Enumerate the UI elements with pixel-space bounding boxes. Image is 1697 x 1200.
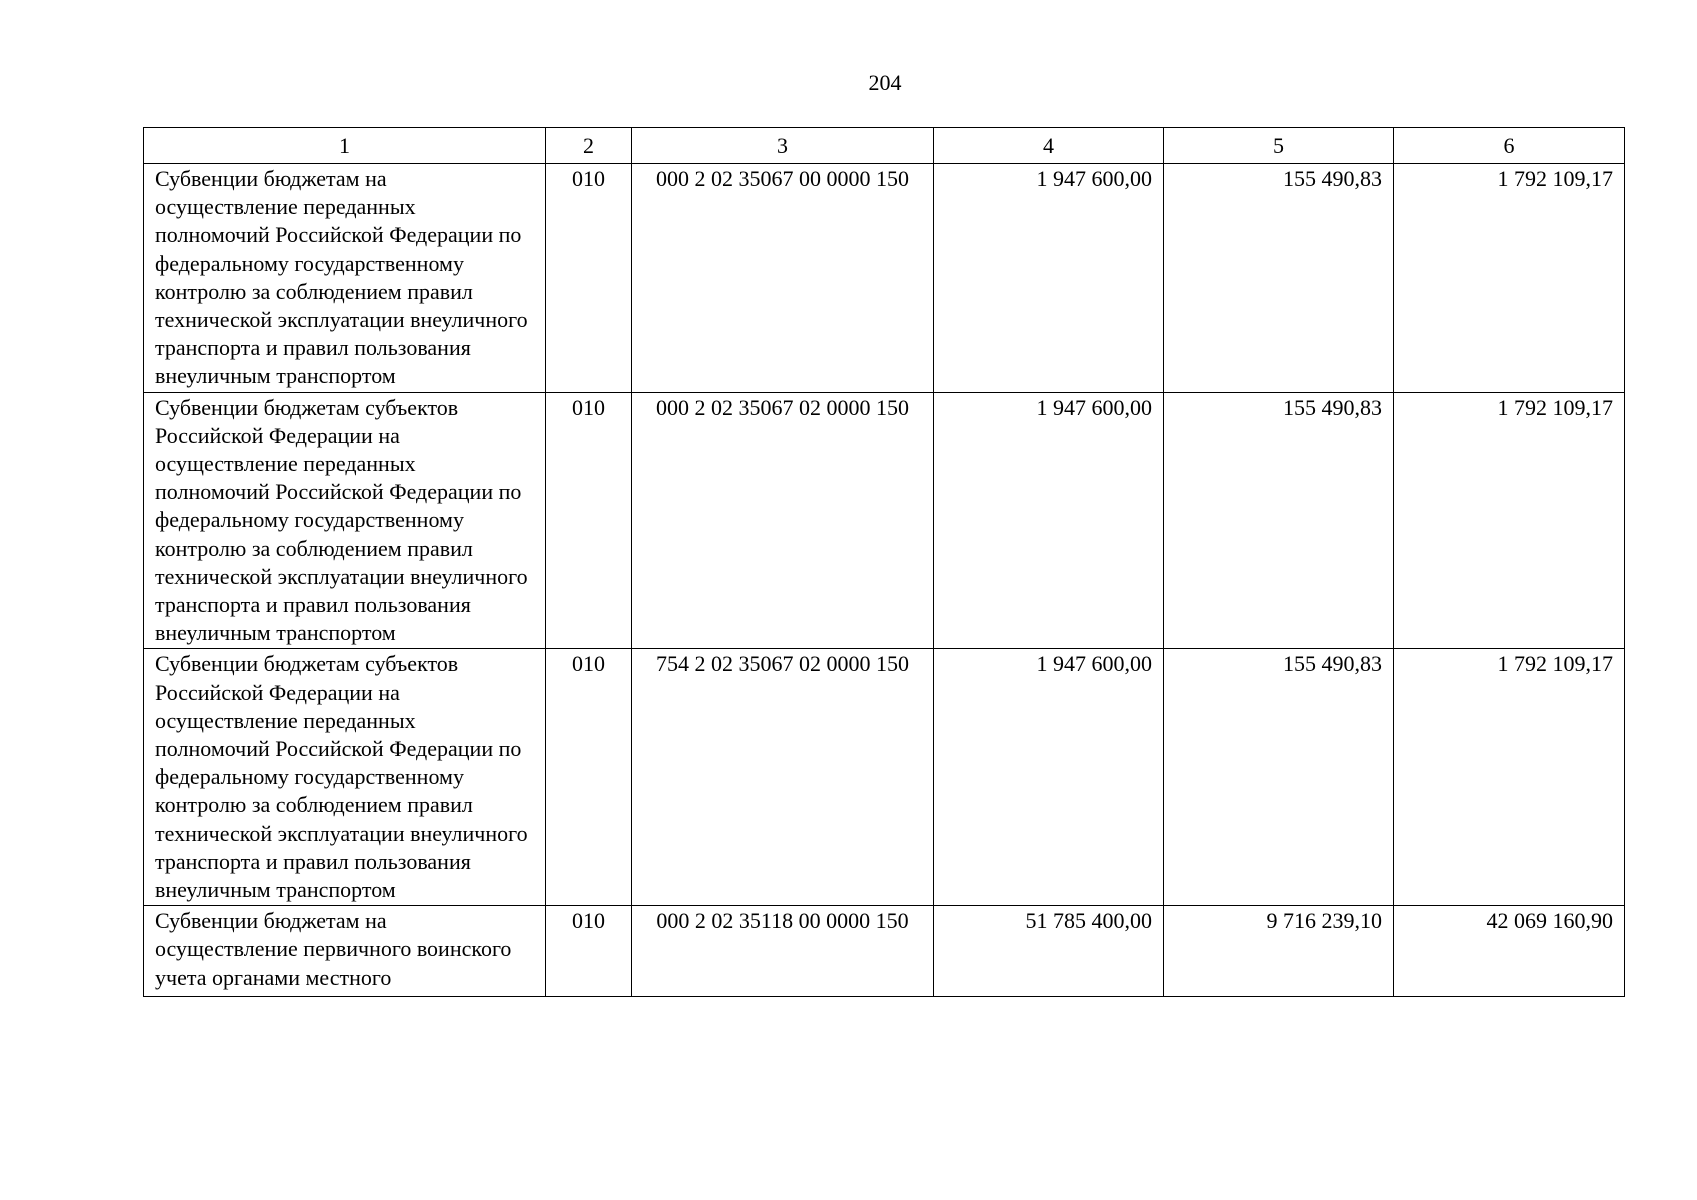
row-name-cell: Субвенции бюджетам на осуществление переданных полномочий Российской Федерации по федеральному государственному контролю за соблюдением правил технической эксплуатации внеуличного транспорта и правил пользования внеуличным транспортом xyxy=(144,164,546,393)
column-header-2: 2 xyxy=(546,128,632,164)
column-header-1: 1 xyxy=(144,128,546,164)
unexecuted-cell: 1 792 109,17 xyxy=(1394,649,1625,906)
unexecuted-cell: 1 792 109,17 xyxy=(1394,164,1625,393)
column-header-4: 4 xyxy=(934,128,1164,164)
table-row xyxy=(144,649,1625,906)
row-name-cell: Субвенции бюджетам субъектов Российской Федерации на осуществление переданных полномочий Российской Федерации по федеральному государственному контролю за соблюдением правил технической эксплуатации внеуличного транспорта и правил пользования внеуличным транспортом xyxy=(144,392,546,649)
line-code-cell: 010 xyxy=(546,164,632,393)
table-row xyxy=(144,906,1625,997)
line-code-cell: 010 xyxy=(546,649,632,906)
income-code-cell: 000 2 02 35067 00 0000 150 xyxy=(632,164,934,393)
approved-cell: 1 947 600,00 xyxy=(934,649,1164,906)
executed-cell: 9 716 239,10 xyxy=(1164,906,1394,997)
executed-cell: 155 490,83 xyxy=(1164,392,1394,649)
executed-cell: 155 490,83 xyxy=(1164,164,1394,393)
column-header-5: 5 xyxy=(1164,128,1394,164)
income-code-cell: 754 2 02 35067 02 0000 150 xyxy=(632,649,934,906)
column-header-6: 6 xyxy=(1394,128,1625,164)
unexecuted-cell: 1 792 109,17 xyxy=(1394,392,1625,649)
page-number: 204 xyxy=(868,70,902,95)
line-code-cell: 010 xyxy=(546,392,632,649)
approved-cell: 1 947 600,00 xyxy=(934,164,1164,393)
income-code-cell: 000 2 02 35067 02 0000 150 xyxy=(632,392,934,649)
row-name-cell: Субвенции бюджетам субъектов Российской Федерации на осуществление переданных полномочий Российской Федерации по федеральному государственному контролю за соблюдением правил технической эксплуатации внеуличного транспорта и правил пользования внеуличным транспортом xyxy=(144,649,546,906)
table-header-row xyxy=(144,128,1625,164)
approved-cell: 1 947 600,00 xyxy=(934,392,1164,649)
income-code-cell: 000 2 02 35118 00 0000 150 xyxy=(632,906,934,997)
executed-cell: 155 490,83 xyxy=(1164,649,1394,906)
unexecuted-cell: 42 069 160,90 xyxy=(1394,906,1625,997)
column-header-3: 3 xyxy=(632,128,934,164)
row-name-cell: Субвенции бюджетам на осуществление первичного воинского учета органами местного xyxy=(144,906,546,997)
table-row xyxy=(144,164,1625,393)
approved-cell: 51 785 400,00 xyxy=(934,906,1164,997)
line-code-cell: 010 xyxy=(546,906,632,997)
report-table xyxy=(143,127,1625,997)
table-row xyxy=(144,392,1625,649)
